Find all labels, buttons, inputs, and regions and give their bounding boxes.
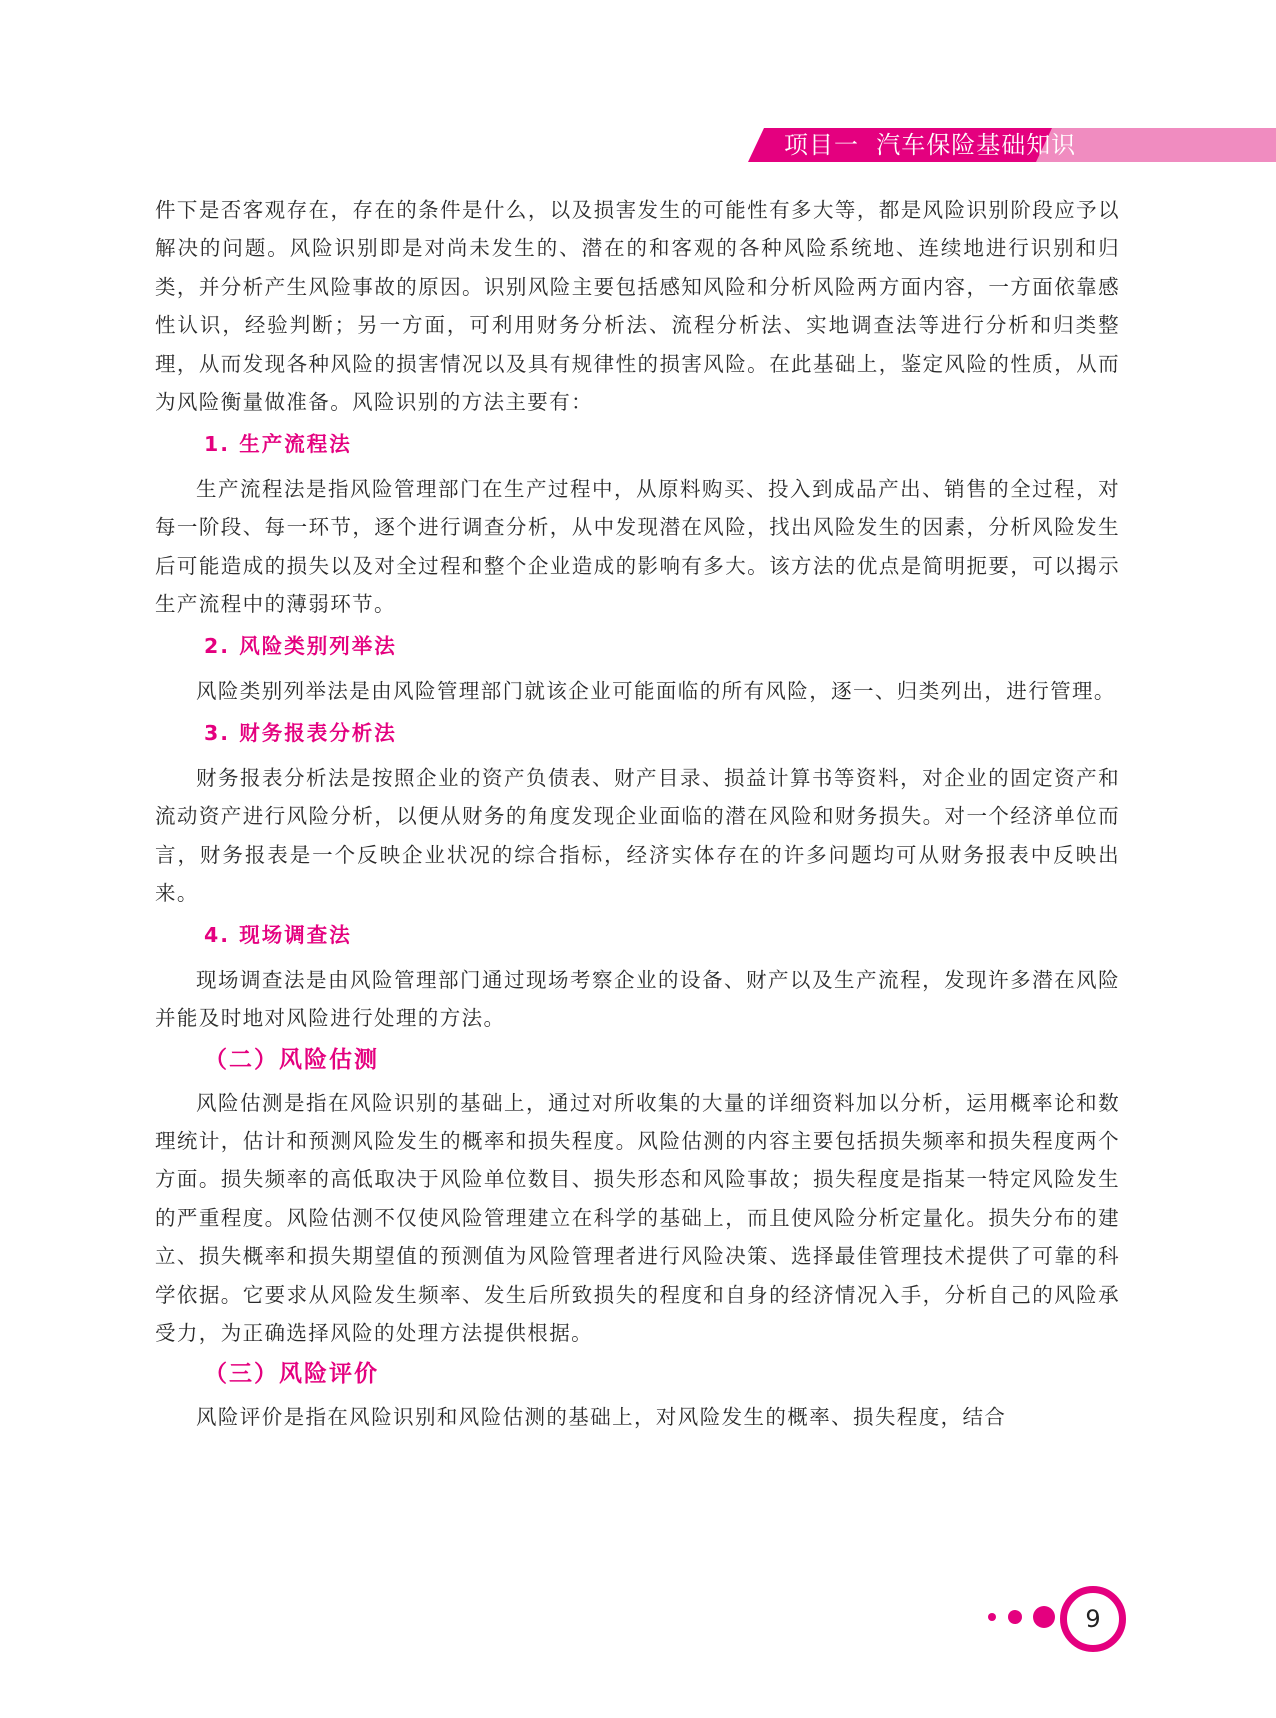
heading-financial-statement-analysis: 3. 财务报表分析法: [204, 721, 397, 746]
paragraph-risk-evaluation: 风险评价是指在风险识别和风险估测的基础上，对风险发生的概率、损失程度，结合: [196, 1405, 1007, 1430]
heading-risk-category-listing: 2. 风险类别列举法: [204, 634, 397, 659]
paragraph-production-flow: 生产流程法是指风险管理部门在生产过程中，从原料购买、投入到成品产出、销售的全过程，对每一阶段、每一环节，逐个进行调查分析，从中发现潜在风险，找出风险发生的因素，分析风险发生后可能造成的损失以及对全过程和整个企业造成的影响有多大。该方法的优点是简明扼要，可以揭示生产流程中的薄弱环节。: [155, 476, 1120, 617]
paragraph-site-survey: 现场调查法是由风险管理部门通过现场考察企业的设备、财产以及生产流程，发现许多潜在风险并能及时地对风险进行处理的方法。: [155, 967, 1120, 1031]
running-header: [748, 128, 1276, 162]
paragraph-financial-statement-analysis: 财务报表分析法是按照企业的资产负债表、财产目录、损益计算书等资料，对企业的固定资产和流动资产进行风险分析，以便从财务的角度发现企业面临的潜在风险和财务损失。对一个经济单位而言，财务报表是一个反映企业状况的综合指标，经济实体存在的许多问题均可从财务报表中反映出来。: [155, 765, 1120, 905]
pager-dot-medium: [1008, 1610, 1022, 1624]
paragraph-risk-estimation: 风险估测是指在风险识别的基础上，通过对所收集的大量的详细资料加以分析，运用概率论和数理统计，估计和预测风险发生的概率和损失程度。风险估测的内容主要包括损失频率和损失程度两个方面。损失频率的高低取决于风险单位数目、损失形态和风险事故；损失程度是指某一特定风险发生的严重程度。风险估测不仅使风险管理建立在科学的基础上，而且使风险分析定量化。损失分布的建立、损失概率和损失期望值的预测值为风险管理者进行风险决策、选择最佳管理技术提供了可靠的科学依据。它要求从风险发生频率、发生后所致损失的程度和自身的经济情况入手，分析自己的风险承受力，为正确选择风险的处理方法提供根据。: [155, 1090, 1120, 1345]
page-body: [155, 191, 1120, 1437]
paragraph-risk-identification: 件下是否客观存在，存在的条件是什么，以及损害发生的可能性有多大等，都是风险识别阶段应予以解决的问题。风险识别即是对尚未发生的、潜在的和客观的各种风险系统地、连续地进行识别和归类，并分析产生风险事故的原因。识别风险主要包括感知风险和分析风险两方面内容，一方面依靠感性认识，经验判断；另一方面，可利用财务分析法、流程分析法、实地调查法等进行分析和归类整理，从而发现各种风险的损害情况以及具有规律性的损害风险。在此基础上，鉴定风险的性质，从而为风险衡量做准备。风险识别的方法主要有：: [155, 198, 1120, 415]
pager-dot-large: [1033, 1606, 1055, 1628]
page-number-ring: [1060, 1586, 1126, 1652]
section-heading-risk-evaluation: （三）风险评价: [204, 1361, 379, 1388]
chapter-title: 项目一 汽车保险基础知识: [784, 131, 1077, 159]
heading-production-flow: 1. 生产流程法: [204, 432, 352, 457]
section-heading-risk-estimation: （二）风险估测: [204, 1046, 379, 1073]
heading-site-survey: 4. 现场调查法: [204, 923, 352, 948]
paragraph-risk-category-listing: 风险类别列举法是由风险管理部门就该企业可能面临的所有风险，逐一、归类列出，进行管理。: [196, 678, 1116, 703]
page-number: 9: [1085, 1605, 1101, 1633]
pager-dot-small: [988, 1613, 996, 1621]
page-number-badge: [988, 1586, 1128, 1654]
